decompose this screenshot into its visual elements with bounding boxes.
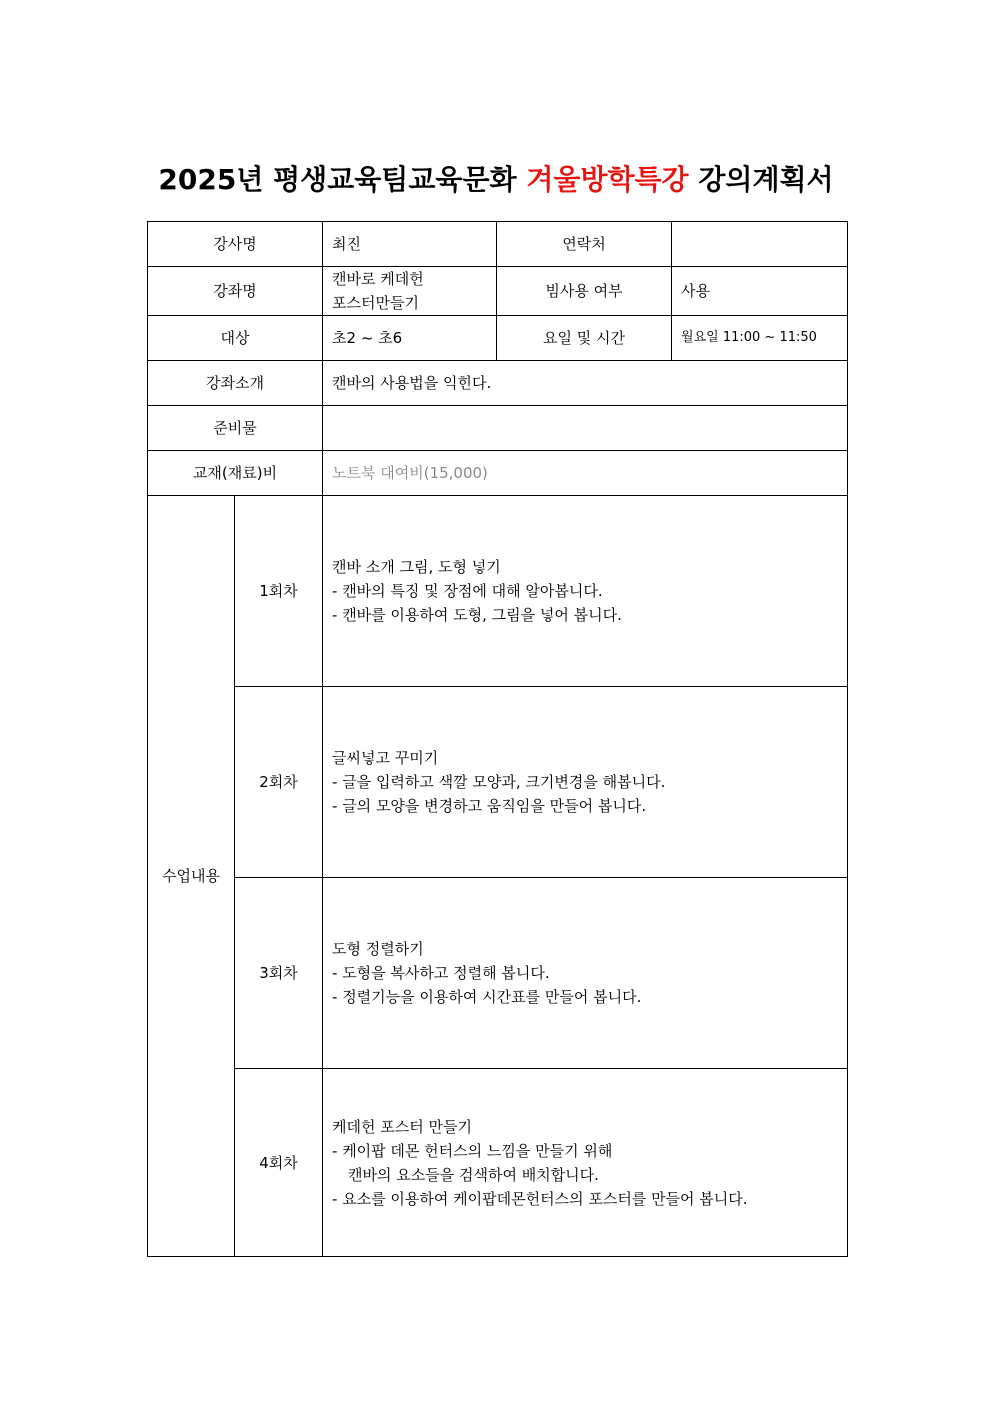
session-label: 4회차 (235, 1069, 323, 1257)
target-value: 초2 ~ 초6 (323, 316, 497, 361)
session-title: 도형 정렬하기 (332, 940, 424, 958)
row-instructor (148, 222, 848, 267)
row-course (148, 267, 848, 316)
beam-value: 사용 (672, 267, 848, 316)
instructor-value: 최진 (323, 222, 497, 267)
row-prep (148, 406, 848, 451)
session-line: - 글을 입력하고 색깔 모양과, 크기변경을 해봅니다. (332, 773, 666, 791)
course-value (323, 267, 497, 316)
fee-label: 교재(재료)비 (148, 451, 323, 496)
beam-label: 빔사용 여부 (497, 267, 672, 316)
title-part1: 2025년 평생교육팀교육문화 (158, 163, 517, 196)
session-line: - 정렬기능을 이용하여 시간표를 만들어 봅니다. (332, 988, 642, 1006)
session-line: - 도형을 복사하고 정렬해 봅니다. (332, 964, 550, 982)
session-title: 케데헌 포스터 만들기 (332, 1117, 472, 1136)
session-row-1 (148, 496, 848, 687)
target-label: 대상 (148, 316, 323, 361)
prep-label: 준비물 (148, 406, 323, 451)
session-label: 2회차 (235, 687, 323, 878)
prep-value (323, 406, 848, 451)
time-label: 요일 및 시간 (497, 316, 672, 361)
intro-value: 캔바의 사용법을 익힌다. (323, 361, 848, 406)
session-body (323, 687, 848, 878)
course-value-line2: 포스터만들기 (332, 294, 419, 312)
session-line: - 캔바를 이용하여 도형, 그림을 넣어 봅니다. (332, 606, 622, 624)
row-intro (148, 361, 848, 406)
document-title (0, 158, 992, 198)
session-row-4 (148, 1069, 848, 1257)
session-body (323, 878, 848, 1069)
course-value-line1: 캔바로 케데헌 (332, 270, 424, 288)
title-part2: 강의계획서 (698, 163, 834, 196)
session-label: 3회차 (235, 878, 323, 1069)
fee-value: 노트북 대여비(15,000) (323, 451, 848, 496)
session-row-2 (148, 687, 848, 878)
session-line: - 요소를 이용하여 케이팝데몬헌터스의 포스터를 만들어 봅니다. (332, 1189, 748, 1208)
session-label: 1회차 (235, 496, 323, 687)
session-title: 글씨넣고 꾸미기 (332, 749, 439, 767)
session-line: - 글의 모양을 변경하고 움직임을 만들어 봅니다. (332, 797, 647, 815)
course-label: 강좌명 (148, 267, 323, 316)
session-line: 캔바의 요소들을 검색하여 배치합니다. (348, 1165, 599, 1184)
row-target (148, 316, 848, 361)
lecture-plan-table (147, 221, 848, 1257)
session-line: - 캔바의 특징 및 장점에 대해 알아봅니다. (332, 582, 603, 600)
instructor-label: 강사명 (148, 222, 323, 267)
session-body (323, 1069, 848, 1257)
session-row-3 (148, 878, 848, 1069)
contact-label: 연락처 (497, 222, 672, 267)
session-line: - 케이팝 데몬 헌터스의 느낌을 만들기 위해 (332, 1141, 613, 1160)
contact-value (672, 222, 848, 267)
intro-label: 강좌소개 (148, 361, 323, 406)
row-fee (148, 451, 848, 496)
session-body (323, 496, 848, 687)
time-value: 월요일 11:00 ~ 11:50 (672, 316, 848, 361)
session-title: 캔바 소개 그림, 도형 넣기 (332, 558, 501, 576)
title-accent: 겨울방학특강 (526, 163, 689, 196)
lesson-content-label: 수업내용 (148, 496, 235, 1257)
